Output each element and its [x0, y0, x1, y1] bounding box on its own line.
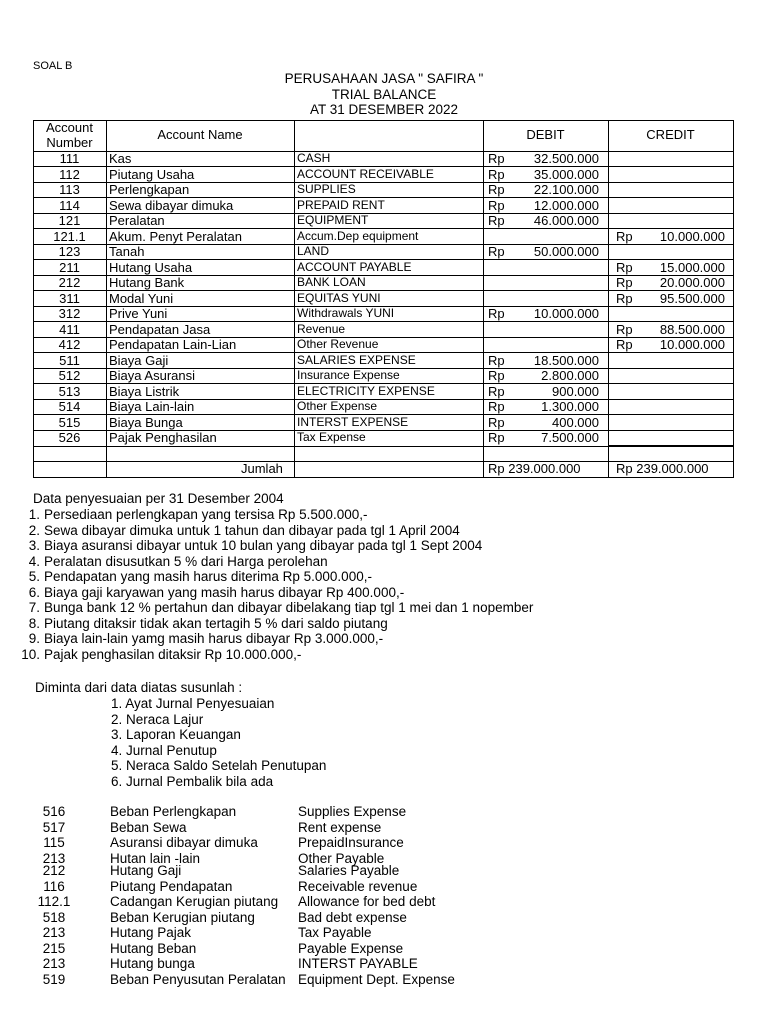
debit-currency: Rp	[488, 306, 505, 321]
account-name: Biaya Listrik	[109, 383, 180, 399]
adjustment-number: 3.	[28, 538, 40, 553]
account-name-english: Payable Expense	[298, 941, 404, 956]
account-name-english: BANK LOAN	[297, 275, 366, 289]
account-number: 518	[42, 910, 66, 925]
task-item: 5. Neraca Saldo Setelah Penutupan	[111, 758, 327, 773]
adjustment-text: Bunga bank 12 % pertahun dan dibayar dibelakang tiap tgl 1 mei dan 1 nopember	[44, 600, 534, 615]
account-row	[0, 879, 768, 894]
table-row	[33, 368, 734, 384]
grid-line	[608, 290, 734, 291]
account-number: 311	[59, 290, 80, 306]
table-row	[33, 244, 734, 260]
adjustment-number: 6.	[28, 584, 40, 600]
account-name-english: Other Expense	[297, 399, 378, 413]
account-name-english: SUPPLIES	[297, 182, 356, 196]
grid-line	[608, 430, 734, 431]
tasks-heading: Diminta dari data diatas susunlah :	[35, 680, 243, 695]
account-row	[0, 910, 768, 925]
grid-line	[608, 321, 734, 322]
account-number: 412	[58, 337, 81, 352]
debit-currency: Rp	[488, 414, 505, 430]
account-name: Biaya Lain-lain	[109, 399, 195, 414]
grid-line	[608, 306, 734, 307]
grid-line	[608, 166, 734, 167]
account-name: Sewa dibayar dimuka	[109, 197, 234, 213]
account-name-english: ELECTRICITY EXPENSE	[297, 383, 435, 398]
table-row	[33, 198, 734, 214]
account-name: Hutang Usaha	[109, 259, 193, 275]
account-number: 212	[42, 863, 66, 878]
account-name-english: Withdrawals YUNI	[297, 306, 395, 320]
total-label: Jumlah	[241, 461, 283, 476]
table-row	[33, 275, 734, 291]
adjustment-number: 2.	[28, 522, 40, 538]
account-name: Piutang Usaha	[109, 166, 195, 182]
account-name-english: ACCOUNT PAYABLE	[297, 259, 412, 274]
account-number: 526	[58, 430, 81, 445]
credit-currency: Rp	[616, 259, 633, 275]
debit-currency: Rp	[488, 352, 505, 368]
adjustment-number: 5.	[28, 569, 40, 584]
account-number: 114	[59, 197, 80, 213]
table-row	[33, 337, 734, 353]
debit-amount: 35.000.000	[533, 166, 599, 182]
account-number: 513	[58, 383, 81, 399]
account-number: 121	[58, 213, 81, 228]
credit-currency: Rp	[616, 321, 633, 337]
account-name: Hutang Bank	[109, 275, 185, 290]
account-name-english: INTERST EXPENSE	[297, 414, 409, 429]
grid-line	[608, 337, 734, 338]
debit-amount: 22.100.000	[533, 182, 599, 197]
account-name: Biaya Bunga	[109, 414, 183, 430]
account-name: Beban Penyusutan Peralatan	[110, 972, 286, 987]
adjustment-text: Sewa dibayar dimuka untuk 1 tahun dan dibayar pada tgl 1 April 2004	[44, 522, 460, 538]
account-name-english: LAND	[297, 244, 330, 258]
account-name-english: Salaries Payable	[298, 863, 400, 878]
account-name: Hutang Gaji	[110, 863, 182, 878]
grid-line	[33, 477, 734, 478]
credit-amount: 20.000.000	[659, 275, 725, 290]
task-item: 6. Jurnal Pembalik bila ada	[111, 773, 274, 789]
account-name-english: Equipment Dept. Expense	[298, 972, 455, 987]
account-name-english: CASH	[297, 151, 331, 165]
account-name-english: Other Revenue	[297, 337, 379, 351]
adjustment-text: Persediaan perlengkapan yang tersisa Rp 5.500.000,-	[44, 507, 368, 522]
adjustment-text: Pendapatan yang masih harus diterima Rp 5.000.000,-	[44, 569, 372, 584]
account-name: Pajak Penghasilan	[109, 430, 217, 445]
adjustment-text: Pajak penghasilan ditaksir Rp 10.000.000,-	[44, 646, 302, 662]
account-number: 212	[58, 275, 81, 290]
account-name-english: Allowance for bed debt	[298, 894, 436, 909]
adjustment-number: 4.	[28, 553, 40, 569]
debit-currency: Rp	[488, 213, 505, 228]
debit-amount: 400.000	[552, 414, 599, 430]
account-number: 515	[58, 414, 81, 430]
grid-line	[608, 445, 734, 446]
task-item: 1. Ayat Jurnal Penyesuaian	[111, 696, 275, 711]
debit-currency: Rp	[488, 399, 505, 414]
total-credit: Rp 239.000.000	[616, 461, 709, 476]
total-row	[33, 461, 734, 477]
debit-amount: 50.000.000	[533, 244, 599, 259]
header-account-number	[33, 120, 106, 150]
account-name: Hutang bunga	[110, 956, 195, 971]
adjustment-text: Peralatan disusutkan 5 % dari Harga perolehan	[44, 553, 328, 569]
account-name: Biaya Gaji	[109, 352, 169, 368]
account-number: 213	[42, 925, 66, 940]
header-debit: DEBIT	[526, 127, 565, 142]
account-number: 113	[59, 182, 80, 197]
grid-line	[33, 120, 734, 121]
grid-line	[608, 182, 734, 183]
account-name: Modal Yuni	[109, 290, 174, 306]
account-row	[0, 835, 768, 850]
report-title: TRIAL BALANCE	[331, 87, 437, 102]
account-number: 116	[43, 879, 65, 894]
account-name: Hutang Beban	[110, 941, 197, 956]
table-row	[33, 167, 734, 183]
adjustments-heading: Data penyesuaian per 31 Desember 2004	[33, 491, 284, 506]
account-name: Peralatan	[109, 213, 165, 228]
account-row	[0, 894, 768, 909]
credit-amount: 95.500.000	[659, 290, 725, 306]
account-name-english: EQUIPMENT	[297, 213, 369, 227]
task-item: 3. Laporan Keuangan	[111, 727, 241, 742]
debit-currency: Rp	[488, 197, 505, 213]
account-name: Beban Perlengkapan	[110, 804, 237, 819]
account-name-english: ACCOUNT RECEIVABLE	[297, 166, 434, 181]
table-row	[33, 430, 734, 446]
table-row	[33, 415, 734, 431]
task-item: 2. Neraca Lajur	[111, 711, 204, 727]
adjustment-number: 8.	[28, 615, 40, 631]
account-row	[0, 941, 768, 956]
account-number: 312	[58, 306, 81, 321]
debit-amount: 18.500.000	[533, 352, 599, 368]
credit-amount: 10.000.000	[659, 337, 725, 352]
account-name: Tanah	[109, 244, 145, 259]
debit-currency: Rp	[488, 182, 505, 197]
account-name: Piutang Pendapatan	[110, 879, 233, 894]
table-row	[33, 306, 734, 322]
credit-currency: Rp	[616, 290, 633, 306]
account-name-english: Other Payable	[298, 851, 385, 866]
account-name-english: Tax Expense	[297, 430, 366, 444]
grid-line	[608, 399, 734, 400]
account-name-english: INTERST PAYABLE	[298, 956, 418, 971]
company-title: PERUSAHAAN JASA " SAFIRA "	[284, 71, 484, 86]
account-name: Perlengkapan	[109, 182, 190, 197]
account-name-english: SALARIES EXPENSE	[297, 352, 416, 367]
account-name: Pendapatan Jasa	[109, 321, 211, 337]
table-row	[33, 151, 734, 167]
account-number: 213	[42, 956, 66, 971]
debit-amount: 2.800.000	[541, 368, 599, 383]
account-number: 512	[58, 368, 81, 383]
account-row	[0, 956, 768, 971]
grid-line	[608, 228, 734, 229]
account-row	[0, 804, 768, 819]
account-number: 411	[59, 321, 80, 337]
account-name-english: Supplies Expense	[298, 804, 407, 819]
debit-amount: 900.000	[552, 383, 599, 399]
table-row	[33, 399, 734, 415]
grid-line	[608, 383, 734, 384]
table-row	[33, 353, 734, 369]
table-row	[33, 229, 734, 245]
debit-amount: 10.000.000	[533, 306, 599, 321]
debit-currency: Rp	[488, 368, 505, 383]
account-number: 211	[59, 259, 80, 275]
account-name: Beban Kerugian piutang	[110, 910, 255, 925]
adjustment-number: 1.	[28, 507, 40, 522]
table-row	[33, 182, 734, 198]
grid-line	[608, 213, 734, 214]
adjustment-text: Biaya lain-lain yamg masih harus dibayar Rp 3.000.000,-	[44, 631, 384, 646]
soal-label: SOAL B	[33, 60, 73, 72]
trial-balance-table	[33, 120, 734, 478]
task-item: 4. Jurnal Penutup	[111, 742, 217, 758]
total-debit: Rp 239.000.000	[488, 461, 581, 476]
debit-currency: Rp	[488, 151, 505, 166]
account-name: Cadangan Kerugian piutang	[110, 894, 279, 909]
header-account-name: Account Name	[157, 127, 243, 142]
credit-currency: Rp	[616, 275, 633, 290]
debit-amount: 7.500.000	[541, 430, 599, 445]
account-name: Kas	[109, 151, 132, 166]
adjustment-number: 7.	[28, 600, 40, 615]
account-name-english: EQUITAS YUNI	[297, 290, 381, 305]
account-row	[0, 925, 768, 940]
debit-currency: Rp	[488, 430, 505, 445]
account-row	[0, 972, 768, 987]
header-account-number-line2: Number	[46, 135, 93, 150]
grid-line	[608, 197, 734, 198]
account-number: 115	[43, 835, 65, 850]
table-row	[33, 291, 734, 307]
grid-line	[608, 368, 734, 369]
debit-amount: 46.000.000	[533, 213, 599, 228]
adjustment-number: 10.	[21, 646, 40, 662]
adjustment-number: 9.	[28, 631, 40, 646]
debit-amount: 32.500.000	[533, 151, 599, 166]
account-name-english: Tax Payable	[298, 925, 372, 940]
account-number: 112.1	[37, 894, 71, 909]
account-number: 519	[42, 972, 66, 987]
adjustment-text: Biaya gaji karyawan yang masih harus dibayar Rp 400.000,-	[44, 584, 405, 600]
debit-amount: 12.000.000	[533, 197, 599, 213]
account-name-english: Rent expense	[298, 820, 382, 835]
account-name: Hutang Pajak	[110, 925, 192, 940]
account-number: 112	[59, 166, 80, 182]
account-name-english: Insurance Expense	[297, 368, 400, 382]
debit-currency: Rp	[488, 244, 505, 259]
debit-currency: Rp	[488, 166, 505, 182]
account-name-english: PREPAID RENT	[297, 197, 385, 212]
account-number: 516	[42, 804, 66, 819]
account-name: Pendapatan Lain-Lian	[109, 337, 237, 352]
table-row	[33, 322, 734, 338]
grid-line	[608, 414, 734, 415]
credit-amount: 10.000.000	[659, 228, 725, 244]
credit-currency: Rp	[616, 337, 633, 352]
debit-currency: Rp	[488, 383, 505, 399]
grid-line	[608, 244, 734, 245]
account-number: 213	[42, 851, 66, 866]
grid-line	[608, 352, 734, 353]
grid-line	[608, 275, 734, 276]
credit-amount: 15.000.000	[659, 259, 725, 275]
account-name: Asuransi dibayar dimuka	[110, 835, 258, 850]
account-name-english: Revenue	[297, 321, 346, 336]
header-credit: CREDIT	[646, 127, 695, 142]
account-row	[0, 863, 768, 878]
table-row	[33, 260, 734, 276]
account-name-english: Receivable revenue	[298, 879, 418, 894]
account-name: Hutan lain -lain	[110, 851, 201, 866]
account-number: 215	[42, 941, 66, 956]
grid-line	[608, 259, 734, 260]
table-row	[33, 213, 734, 229]
account-number: 514	[58, 399, 81, 414]
account-name-english: Bad debt expense	[298, 910, 407, 925]
report-date: AT 31 DESEMBER 2022	[309, 102, 459, 117]
account-number: 517	[42, 820, 66, 835]
account-number: 121.1	[53, 228, 86, 244]
credit-currency: Rp	[616, 228, 633, 244]
credit-amount: 88.500.000	[659, 321, 725, 337]
account-number: 123	[58, 244, 81, 259]
account-name: Biaya Asuransi	[109, 368, 195, 383]
account-name-english: PrepaidInsurance	[298, 835, 404, 850]
adjustment-text: Piutang ditaksir tidak akan tertagih 5 % dari saldo piutang	[44, 615, 388, 631]
account-number: 111	[59, 151, 80, 166]
account-row	[0, 820, 768, 835]
table-row	[33, 384, 734, 400]
account-name-english: Accum.Dep equipment	[297, 228, 419, 243]
account-number: 511	[59, 352, 80, 368]
adjustment-text: Biaya asuransi dibayar untuk 10 bulan yang dibayar pada tgl 1 Sept 2004	[44, 538, 483, 553]
grid-line	[33, 446, 734, 447]
account-name: Prive Yuni	[109, 306, 168, 321]
account-name: Beban Sewa	[110, 820, 187, 835]
account-name: Akum. Penyt Peralatan	[109, 228, 242, 244]
debit-amount: 1.300.000	[541, 399, 599, 414]
header-account-number-line1: Account	[46, 120, 93, 135]
